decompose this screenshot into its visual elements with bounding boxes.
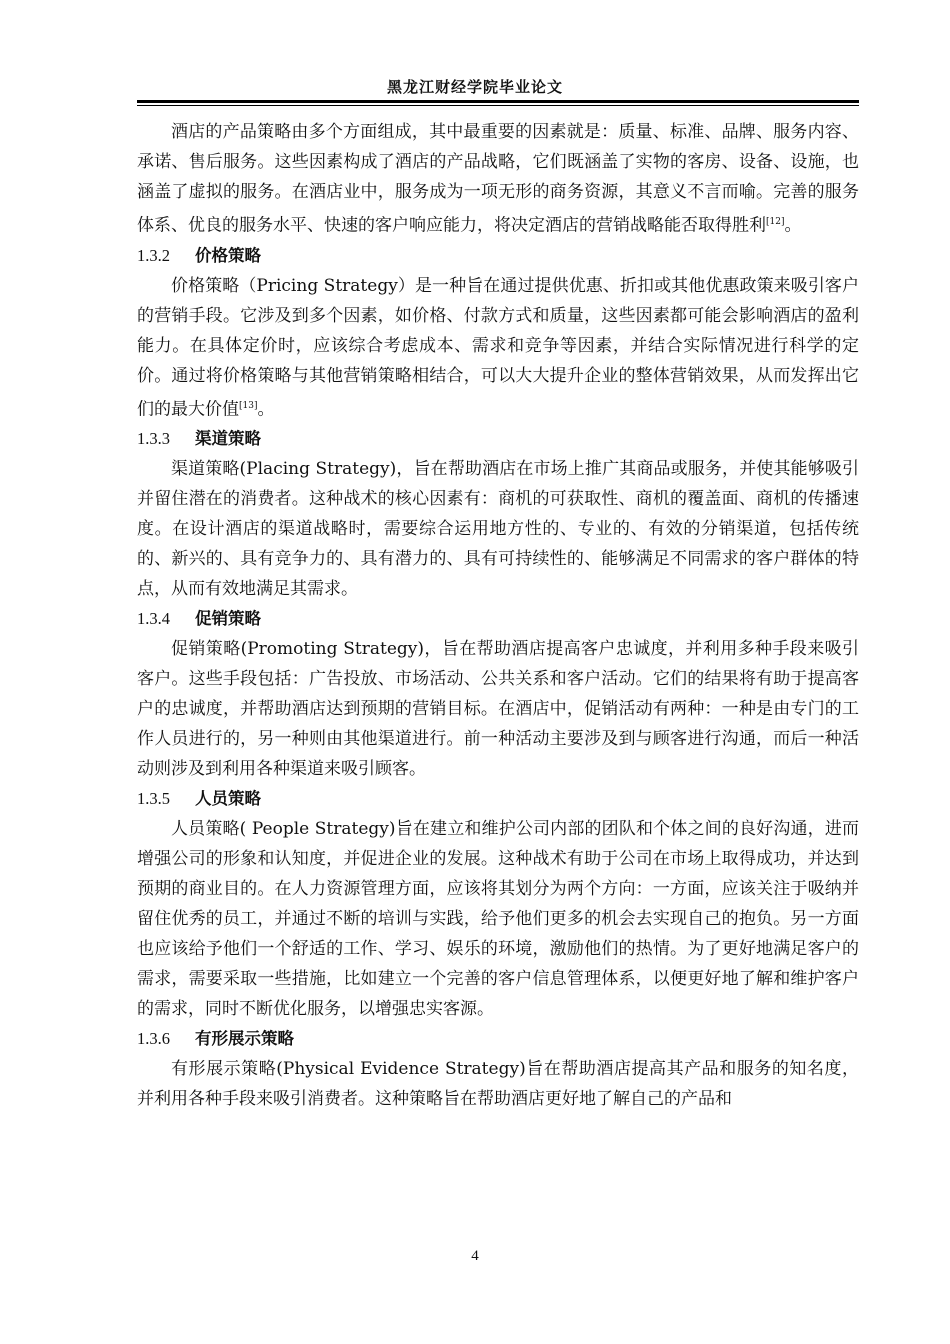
section-title: 有形展示策略 [195, 1029, 294, 1049]
intro-text: 酒店的产品策略由多个方面组成，其中最重要的因素就是：质量、标准、品牌、服务内容、承诺、售后服务。这些因素构成了酒店的产品战略，它们既涵盖了实物的客房、设备、设施，也涵盖了虚拟的服务。在酒店业中，服务成为一项无形的商务资源，其意义不言而喻。完善的服务体系、优良的服务水平、快速的客户响应能力，将决定酒店的营销战略能否取得胜利 [137, 122, 859, 236]
intro-end: 。 [784, 215, 802, 236]
section-title: 促销策略 [195, 609, 261, 629]
citation-ref: [13] [239, 400, 258, 411]
section-paragraph-1-3-6: 有形展示策略(Physical Evidence Strategy)旨在帮助酒店提高其产品和服务的知名度，并利用各种手段来吸引消费者。这种策略旨在帮助酒店更好地了解自己的产品和 [137, 1059, 859, 1110]
section-number: 1.3.5 [137, 789, 170, 809]
section-number: 1.3.2 [137, 245, 170, 265]
section-heading-1-3-5 [137, 784, 859, 814]
section-heading-1-3-3 [137, 424, 859, 454]
section-title: 人员策略 [195, 789, 261, 809]
intro-paragraph [137, 117, 859, 241]
section-number: 1.3.3 [137, 429, 170, 449]
section-paragraph-1-3-4: 促销策略(Promoting Strategy)，旨在帮助酒店提高客户忠诚度，并利用多种手段来吸引客户。这些手段包括：广告投放、市场活动、公共关系和客户活动。它们的结果将有助于提高客户的忠诚度，并帮助酒店达到预期的营销目标。在酒店中，促销活动有两种：一种是由专门的工作人员进行的，另一种则由其他渠道进行。前一种活动主要涉及到与顾客进行沟通，而后一种活动则涉及到利用各种渠道来吸引顾客。 [137, 639, 859, 780]
section-number: 1.3.4 [137, 609, 170, 629]
section-paragraph-1-3-3: 渠道策略(Placing Strategy)，旨在帮助酒店在市场上推广其商品或服务，并使其能够吸引并留住潜在的消费者。这种战术的核心因素有：商机的可获取性、商机的覆盖面、商机的传播速度。在设计酒店的渠道战略时，需要综合运用地方性的、专业的、有效的分销渠道，包括传统的、新兴的、具有竞争力的、具有潜力的、具有可持续性的、能够满足不同需求的客户群体的特点，从而有效地满足其需求。 [137, 459, 859, 600]
section-paragraph-1-3-5: 人员策略( People Strategy)旨在建立和维护公司内部的团队和个体之间的良好沟通，进而增强公司的形象和认知度，并促进企业的发展。这种战术有助于公司在市场上取得成功，并达到预期的商业目的。在人力资源管理方面，应该将其划分为两个方向：一方面，应该关注于吸纳并留住优秀的员工，并通过不断的培训与实践，给予他们更多的机会去实现自己的抱负。另一方面也应该给予他们一个舒适的工作、学习、娱乐的环境，激励他们的热情。为了更好地满足客户的需求，需要采取一些措施，比如建立一个完善的客户信息管理体系，以便更好地了解和维护客户的需求，同时不断优化服务，以增强忠实客源。 [137, 819, 859, 1020]
section-paragraph-1-3-2 [137, 271, 859, 425]
header-title: 黑龙江财经学院毕业论文 [386, 78, 563, 96]
section-title: 价格策略 [195, 245, 261, 265]
page-body [137, 117, 859, 1114]
page-number: 4 [471, 1248, 479, 1264]
section-number: 1.3.6 [137, 1029, 170, 1049]
section-title: 渠道策略 [195, 429, 261, 449]
header-rule-thin [137, 105, 859, 106]
citation-ref: [12] [766, 217, 785, 227]
section-heading-1-3-4 [137, 604, 859, 634]
section-text: 价格策略（Pricing Strategy）是一种旨在通过提供优惠、折扣或其他优惠政策来吸引客户的营销手段。它涉及到多个因素，如价格、付款方式和质量，这些因素都可能会影响酒店的盈利能力。在具体定价时，应该综合考虑成本、需求和竞争等因素，并结合实际情况进行科学的定价。通过将价格策略与其他营销策略相结合，可以大大提升企业的整体营销效果，从而发挥出它们的最大价值 [137, 275, 859, 420]
section-end: 。 [257, 399, 275, 420]
header-rule-thick [137, 100, 859, 103]
section-heading-1-3-6 [137, 1024, 859, 1054]
section-heading-1-3-2 [137, 241, 859, 271]
